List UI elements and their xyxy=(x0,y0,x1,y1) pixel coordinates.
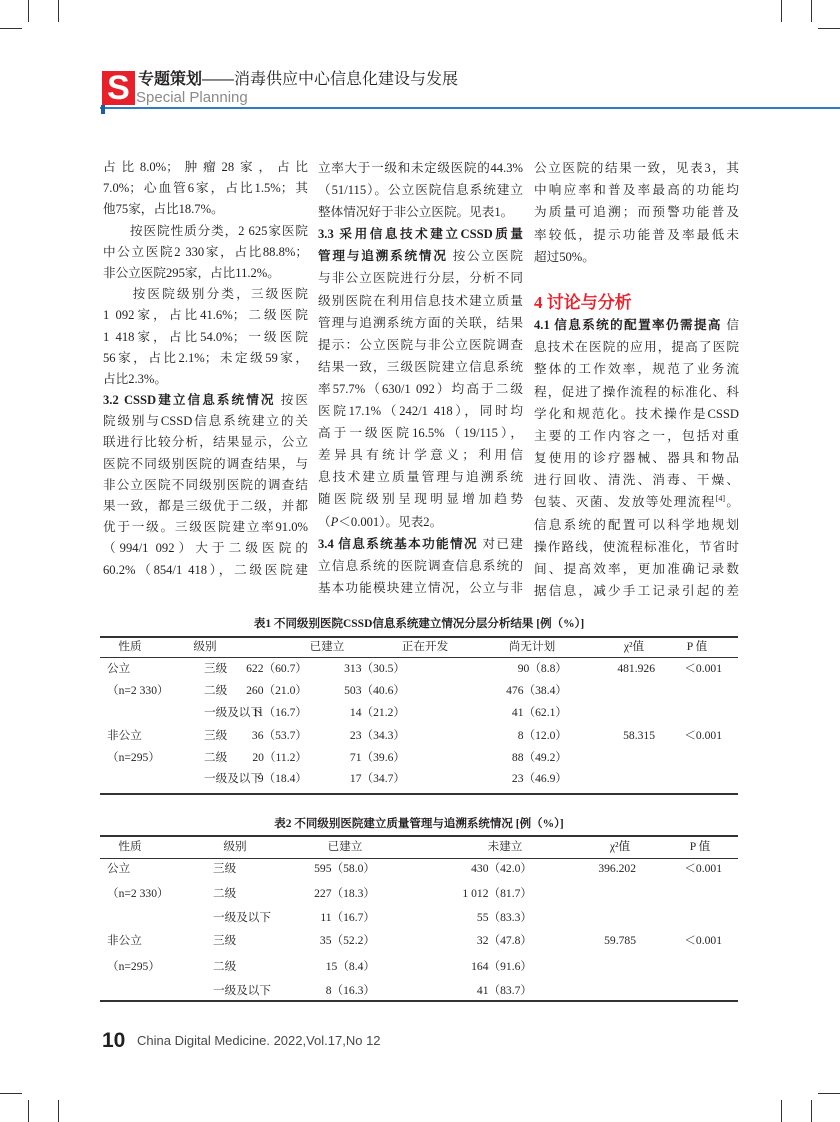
text-run: 管理与追溯系统方面的关联，结果 xyxy=(318,315,523,330)
text-line xyxy=(103,454,308,475)
text-run: ＜0.001）。见表2。 xyxy=(338,514,443,529)
text-run: 超过50%。 xyxy=(534,249,595,264)
text-line xyxy=(103,199,308,220)
text-line xyxy=(318,466,523,488)
text-line xyxy=(103,390,308,411)
text-line xyxy=(103,348,308,369)
table-cell: 313（30.5） xyxy=(344,662,405,675)
text-line xyxy=(534,580,739,602)
text-line xyxy=(534,358,739,380)
text-line xyxy=(103,305,308,326)
header-subtitle: Special Planning xyxy=(136,89,248,106)
column-header: 级别 xyxy=(223,840,247,853)
text-line xyxy=(534,514,739,536)
text-run: 提示：公立医院与非公立医院调查 xyxy=(318,337,523,352)
table-rule xyxy=(100,793,738,795)
crop-mark xyxy=(0,1093,22,1094)
text-run: 高于一级医院16.5%（19/115）， xyxy=(318,426,523,441)
column-header: 未建立 xyxy=(487,840,523,853)
table-cell: 595（58.0） xyxy=(314,862,375,875)
group-label: 非公立 xyxy=(107,934,142,947)
text-line xyxy=(103,242,308,263)
text-line xyxy=(318,356,523,378)
text-run: 按公立医院 xyxy=(447,249,523,264)
table-cell: 164（91.6） xyxy=(471,960,532,973)
text-line xyxy=(318,245,523,267)
subsection-heading: 管理与追溯系统情况 xyxy=(318,249,448,264)
column-header: 性质 xyxy=(118,840,142,853)
text-line xyxy=(534,336,739,358)
text-run: 立信息系统的医院调查信息系统的 xyxy=(318,558,523,573)
text-line xyxy=(318,267,523,289)
table-cell: 8（12.0） xyxy=(517,729,567,742)
text-line xyxy=(534,558,739,580)
column-header: 性质 xyxy=(118,640,142,653)
level-label: 三级 xyxy=(204,662,228,675)
text-line xyxy=(318,179,523,201)
table-rule xyxy=(100,657,738,658)
table-cell: 90（8.8） xyxy=(517,662,567,675)
table-cell: 11（16.7） xyxy=(320,911,375,924)
header-rule-tick xyxy=(101,105,105,114)
column-header: χ²值 xyxy=(609,840,631,853)
text-line xyxy=(103,327,308,348)
text-run: 程，促进了操作流程的标准化、科 xyxy=(534,384,739,399)
crop-mark xyxy=(781,1100,782,1122)
crop-mark xyxy=(818,28,840,29)
text-run: 率57.7%（630/1 092）均高于二级 xyxy=(318,381,523,396)
table-cell: 41（83.7） xyxy=(476,984,532,997)
text-line xyxy=(534,179,739,201)
text-run: 联进行比较分析，结果显示，公立 xyxy=(103,435,308,450)
text-line xyxy=(318,157,523,179)
text-line xyxy=(534,314,739,336)
text-column-3 xyxy=(534,157,739,602)
table-cell: 17（34.7） xyxy=(349,772,405,785)
crop-mark xyxy=(28,1100,29,1122)
text-run: 据信息，减少手工记录引起的差 xyxy=(534,584,739,599)
group-label: （n=2 330） xyxy=(107,887,169,900)
text-run: 与非公立医院进行分层，分析不同 xyxy=(318,271,523,286)
level-label: 二级 xyxy=(204,751,228,764)
text-run: 中公立医院2 330家，占比88.8%； xyxy=(103,244,308,259)
table-cell: 20（11.2） xyxy=(252,751,307,764)
text-run: 差异具有统计学意义；利用信 xyxy=(318,448,523,463)
text-line xyxy=(103,157,308,178)
column-header: 已建立 xyxy=(327,840,363,853)
text-run: 对已建 xyxy=(477,536,523,551)
crop-mark xyxy=(0,28,22,29)
text-run: 按医院性质分类，2 625家医院 xyxy=(103,223,308,238)
table-2 xyxy=(100,812,738,1004)
text-run: 非公立医院不同级别医院的调查结 xyxy=(103,477,308,492)
text-line xyxy=(103,538,308,559)
text-run: 操作路线，使流程标准化，节省时 xyxy=(534,539,739,554)
table-cell: 476（38.4） xyxy=(506,684,567,697)
text-run: 优于一级。三级医院建立率91.0% xyxy=(103,520,308,535)
text-run: 整体的工作效率，规范了业务流 xyxy=(534,362,739,377)
text-run: 息技术建立质量管理与追溯系统 xyxy=(318,470,523,485)
text-run: 基本功能模块建立情况，公立与非 xyxy=(318,580,523,595)
text-run: P xyxy=(330,514,339,529)
column-header: P 值 xyxy=(686,640,708,653)
section-logo: S xyxy=(102,71,135,105)
text-line xyxy=(103,411,308,432)
group-label: 非公立 xyxy=(107,729,142,742)
citation-ref: [4] xyxy=(715,494,726,504)
topic-title: ——消毒供应中心信息化建设与发展 xyxy=(202,71,459,88)
text-run: 间、提高效率，更加准确记录数 xyxy=(534,562,739,576)
text-line xyxy=(103,432,308,453)
text-line xyxy=(534,447,739,469)
level-label: 三级 xyxy=(204,729,228,742)
table-cell: ＜0.001 xyxy=(684,862,722,875)
text-line xyxy=(534,201,739,223)
group-label: 公立 xyxy=(107,662,131,675)
text-run: 级别医院在利用信息技术建立质量 xyxy=(318,293,523,308)
text-run: 率较低，提示功能普及率最低未 xyxy=(534,227,739,242)
text-run: 院级别与CSSD信息系统建立的关 xyxy=(103,414,308,429)
group-label: （n=295） xyxy=(107,751,160,764)
text-line xyxy=(318,555,523,577)
text-run: 立率大于一级和未定级医院的44.3% xyxy=(318,161,523,175)
text-run: 整体情况好于非公立医院。见表1。 xyxy=(318,205,514,220)
table-cell: ＜0.001 xyxy=(684,729,722,742)
level-label: 二级 xyxy=(213,960,237,973)
text-run: 1 418家，占比54.0%；一级医院 xyxy=(103,329,308,344)
table-cell: 9（18.4） xyxy=(257,772,307,785)
text-run: 果一致，都是三级优于二级，并都 xyxy=(103,499,308,513)
column-header: 级别 xyxy=(193,640,217,653)
section-name: 专题策划 xyxy=(138,71,203,88)
crop-mark xyxy=(818,1093,840,1094)
subsection-heading: 3.4 信息系统基本功能情况 xyxy=(318,536,478,551)
level-label: 一级及以下 xyxy=(213,984,271,997)
table-rule xyxy=(100,858,738,859)
header-rule xyxy=(100,107,840,109)
text-line xyxy=(318,400,523,422)
column-header: 已建立 xyxy=(309,640,345,653)
text-line xyxy=(534,469,739,491)
text-run: 信息系统的配置可以科学地规划 xyxy=(534,517,739,532)
text-line xyxy=(103,475,308,496)
journal-citation: China Digital Medicine. 2022,Vol.17,No 12 xyxy=(137,1033,381,1048)
page-number: 10 xyxy=(102,1029,126,1052)
level-label: 一级及以下 xyxy=(204,772,262,785)
table-cell: 58.315 xyxy=(623,729,655,742)
text-run: 非公立医院295家，占比11.2%。 xyxy=(103,265,280,280)
text-line xyxy=(318,422,523,444)
text-column-1 xyxy=(103,157,308,581)
table-cell: 36（53.7） xyxy=(251,729,307,742)
text-line xyxy=(318,511,523,533)
text-run: 包装、灭菌、发放等处理流程 xyxy=(534,495,716,510)
table-cell: 14（21.2） xyxy=(349,706,405,719)
text-run: 按医院级别分类，三级医院 xyxy=(103,287,308,302)
subsection-heading: 4.1 信息系统的配置率仍需提高 xyxy=(534,317,722,332)
text-run: 公立医院的结果一致，见表3，其 xyxy=(534,161,739,175)
table-cell: 430（42.0） xyxy=(471,862,532,875)
text-line xyxy=(103,178,308,199)
text-line xyxy=(103,263,308,284)
subsection-heading: 3.2 CSSD建立信息系统情况 xyxy=(103,393,276,408)
text-line xyxy=(318,533,523,555)
text-run: 按医 xyxy=(275,393,308,408)
table-cell: 11（16.7） xyxy=(252,706,307,719)
text-line xyxy=(103,517,308,538)
table-cell: 260（21.0） xyxy=(246,684,307,697)
table-cell: 396.202 xyxy=(598,862,636,875)
column-header: 尚无计划 xyxy=(508,640,556,653)
text-run: 学化和规范化。技术操作是CSSD xyxy=(534,406,739,421)
text-line xyxy=(534,536,739,558)
group-label: （n=295） xyxy=(107,960,160,973)
table-cell: 41（62.1） xyxy=(511,706,567,719)
level-label: 二级 xyxy=(213,887,237,900)
text-run: 1 092家，占比41.6%；二级医院 xyxy=(103,308,308,323)
table-cell: 23（46.9） xyxy=(511,772,567,785)
subsection-heading: 3.3 采用信息技术建立CSSD质量 xyxy=(318,227,523,242)
text-run: 4 讨论与分析 xyxy=(534,292,632,312)
text-line xyxy=(103,284,308,305)
section-heading xyxy=(534,288,739,314)
text-line xyxy=(318,488,523,510)
text-run: 7.0%；心血管6家，占比1.5%；其 xyxy=(103,181,308,196)
text-line xyxy=(534,381,739,403)
text-line xyxy=(318,577,523,599)
text-run: 主要的工作内容之一，包括对重 xyxy=(534,428,739,443)
crop-mark xyxy=(781,0,782,22)
text-run: 为质量可追溯；而预警功能普及 xyxy=(534,205,739,220)
level-label: 一级及以下 xyxy=(213,911,271,924)
text-run: 进行回收、清洗、消毒、干燥、 xyxy=(534,473,739,488)
crop-mark xyxy=(58,0,59,22)
text-line xyxy=(534,491,739,513)
text-line xyxy=(103,221,308,242)
column-header: P 值 xyxy=(689,840,711,853)
text-run: 随医院级别呈现明显增加趋势 xyxy=(318,492,523,507)
text-run: 信 xyxy=(721,317,739,332)
text-line xyxy=(318,444,523,466)
text-line xyxy=(103,560,308,581)
text-line xyxy=(534,268,739,288)
column-header: 正在开发 xyxy=(401,640,449,653)
table-cell: 59.785 xyxy=(604,934,636,947)
table-cell: 71（39.6） xyxy=(349,751,405,764)
text-line xyxy=(534,224,739,246)
text-line xyxy=(318,223,523,245)
text-run: 56家，占比2.1%；未定级59家， xyxy=(103,350,308,365)
table-cell: 1 012（81.7） xyxy=(462,887,532,900)
text-line xyxy=(534,425,739,447)
text-line xyxy=(534,157,739,179)
table-rule xyxy=(100,1000,738,1002)
text-run: 医院17.1%（242/1 418），同时均 xyxy=(318,404,523,419)
table-cell: ＜0.001 xyxy=(684,662,722,675)
text-line xyxy=(534,246,739,268)
table-title: 表1 不同级别医院CSSD信息系统建立情况分层分析结果 [例（%）] xyxy=(253,618,585,630)
text-line xyxy=(318,312,523,334)
table-cell: 227（18.3） xyxy=(314,887,375,900)
text-run: 占比8.0%；肿瘤28家，占比 xyxy=(103,160,308,174)
table-rule xyxy=(100,636,738,638)
text-line xyxy=(318,378,523,400)
text-column-2 xyxy=(318,157,523,599)
table-cell: ＜0.001 xyxy=(684,934,722,947)
level-label: 一级及以下 xyxy=(204,706,262,719)
text-line xyxy=(318,290,523,312)
table-cell: 15（8.4） xyxy=(325,960,375,973)
level-label: 三级 xyxy=(213,934,237,947)
text-run: 复使用的诊疗器械、器具和物品 xyxy=(534,451,739,466)
table-cell: 88（49.2） xyxy=(511,751,567,764)
text-line xyxy=(318,334,523,356)
crop-mark xyxy=(811,1100,812,1122)
table-cell: 32（47.8） xyxy=(476,934,532,947)
level-label: 二级 xyxy=(204,684,228,697)
text-run: 占比2.3%。 xyxy=(103,371,168,386)
group-label: （n=2 330） xyxy=(107,684,169,697)
text-run: 他75家，占比18.7%。 xyxy=(103,202,224,217)
table-cell: 55（83.3） xyxy=(476,911,532,924)
crop-mark xyxy=(28,0,29,22)
text-run: 息技术在医院的应用，提高了医院 xyxy=(534,340,739,355)
text-run: 。 xyxy=(725,495,739,510)
text-run: 60.2%（854/1 418），二级医院建 xyxy=(103,562,308,577)
crop-mark xyxy=(58,1100,59,1122)
text-line xyxy=(318,201,523,223)
table-cell: 481.926 xyxy=(617,662,655,675)
table-1 xyxy=(100,612,738,798)
column-header: χ²值 xyxy=(623,640,645,653)
text-run: （51/115）。公立医院信息系统建立 xyxy=(318,183,523,198)
crop-mark xyxy=(811,0,812,22)
header-title xyxy=(138,71,458,88)
text-run: 医院不同级别医院的调查结果，与 xyxy=(103,456,308,471)
text-line xyxy=(534,403,739,425)
group-label: 公立 xyxy=(107,862,131,875)
text-run: （ xyxy=(318,514,331,529)
table-cell: 8（16.3） xyxy=(325,984,375,997)
text-run: （994/1 092）大于二级医院的 xyxy=(103,541,308,556)
table-cell: 35（52.2） xyxy=(319,934,375,947)
text-run: 结果一致，三级医院建立信息系统 xyxy=(318,359,523,374)
table-cell: 622（60.7） xyxy=(246,662,307,675)
table-title: 表2 不同级别医院建立质量管理与追溯系统情况 [例（%）] xyxy=(274,818,564,830)
level-label: 三级 xyxy=(213,862,237,875)
text-run: 中响应率和普及率最高的功能均 xyxy=(534,183,739,198)
table-cell: 503（40.6） xyxy=(344,684,405,697)
text-line xyxy=(103,496,308,517)
text-line xyxy=(103,369,308,390)
table-rule xyxy=(100,835,738,837)
table-cell: 23（34.3） xyxy=(349,729,405,742)
